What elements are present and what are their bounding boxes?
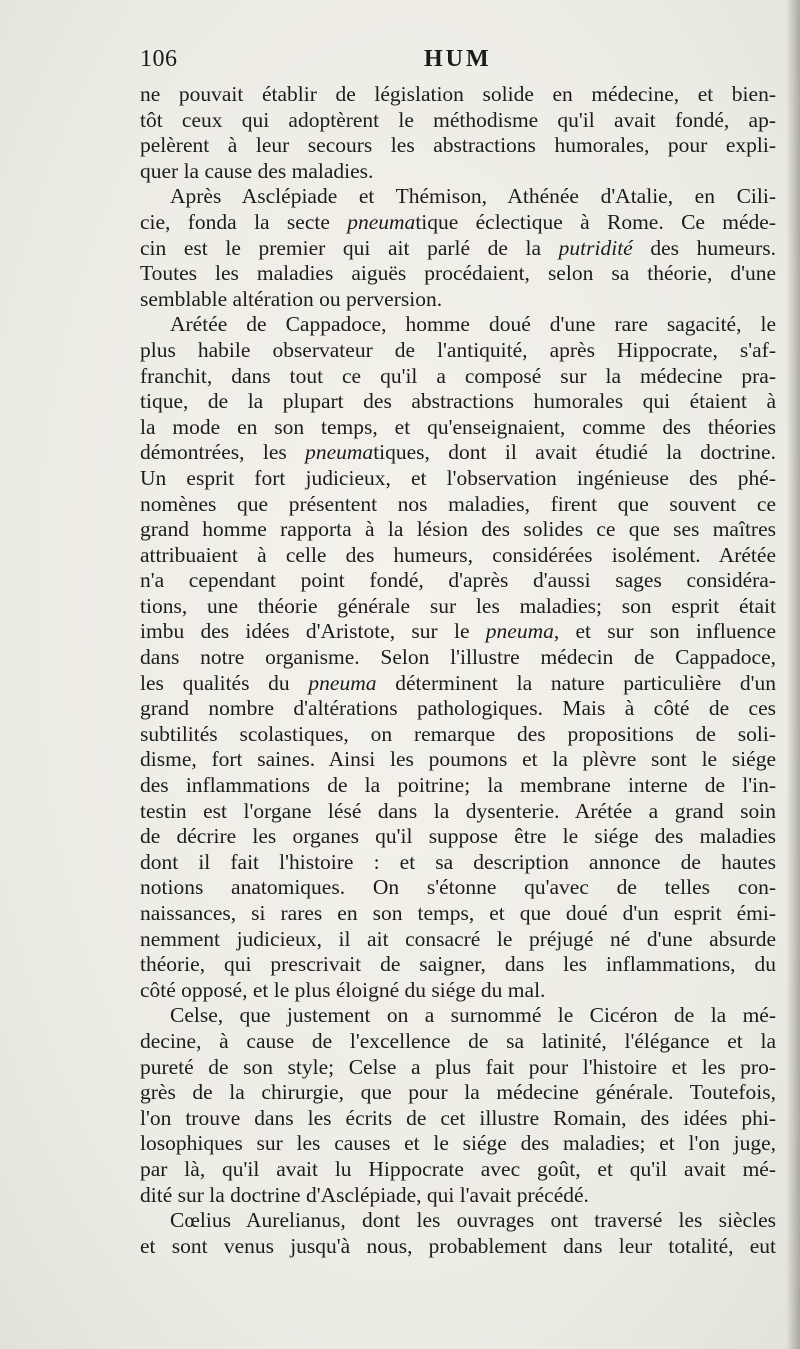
text-line: Celse, que justement on a surnommé le Cicéron de la mé- <box>170 1003 776 1028</box>
text-line: Cœlius Aurelianus, dont les ouvrages ont traversé les siècles <box>170 1208 776 1233</box>
text-line: l'on trouve dans les écrits de cet illustre Romain, des idées phi- <box>140 1105 776 1130</box>
text-line: Un esprit fort judicieux, et l'observation ingénieuse des phé- <box>140 465 776 490</box>
text-line: subtilités scolastiques, on remarque des propositions de soli- <box>140 721 776 746</box>
text-line: cin est le premier qui ait parlé de la putridité des humeurs. <box>140 235 776 260</box>
paragraph <box>140 82 776 184</box>
text-line: pelèrent à leur secours les abstractions humorales, pour expli- <box>140 133 776 158</box>
text-line: tôt ceux qui adoptèrent le méthodisme qu'il avait fondé, ap- <box>140 107 776 132</box>
text-line: par là, qu'il avait lu Hippocrate avec goût, et qu'il avait mé- <box>140 1156 776 1181</box>
text-line: dont il fait l'histoire : et sa description annonce de hautes <box>140 849 776 874</box>
page-number: 106 <box>140 46 178 72</box>
text-line: théorie, qui prescrivait de saigner, dans les inflammations, du <box>140 952 776 977</box>
text-line: grès de la chirurgie, que pour la médecine générale. Toutefois, <box>140 1080 776 1105</box>
paragraph <box>140 1208 776 1259</box>
paragraph <box>140 184 776 312</box>
page-edge-shadow <box>786 0 800 1349</box>
running-head: HUM <box>424 46 492 72</box>
italic-term: putridité <box>558 235 633 260</box>
text-line: Toutes les maladies aiguës procédaient, selon sa théorie, d'une <box>140 261 776 286</box>
text-line: des inflammations de la poitrine; la membrane interne de l'in- <box>140 773 776 798</box>
text-line: quer la cause des maladies. <box>140 158 374 183</box>
italic-term: pneuma <box>308 670 377 695</box>
text-line: côté opposé, et le plus éloigné du siége du mal. <box>140 977 546 1002</box>
text-line: Arétée de Cappadoce, homme doué d'une rare sagacité, le <box>170 312 776 337</box>
text-line: ne pouvait établir de législation solide en médecine, et bien- <box>140 82 776 106</box>
italic-term: pneuma <box>305 440 374 465</box>
text-line: tique, de la plupart des abstractions humorales qui étaient à <box>140 389 776 414</box>
text-line: franchit, dans tout ce qu'il a composé sur la médecine pra- <box>140 363 776 388</box>
text-line: de décrire les organes qu'il suppose être le siége des maladies <box>140 824 776 849</box>
text-line: dans notre organisme. Selon l'illustre médecin de Cappadoce, <box>140 645 776 670</box>
text-line: attribuaient à celle des humeurs, considérées isolément. Arétée <box>140 542 776 567</box>
text-line: tions, une théorie générale sur les maladies; son esprit était <box>140 593 776 618</box>
italic-term: pneuma <box>347 209 416 234</box>
text-line: semblable altération ou perversion. <box>140 286 443 311</box>
text-line: démontrées, les pneumatiques, dont il avait étudié la doctrine. <box>140 440 776 465</box>
text-line: dité sur la doctrine d'Asclépiade, qui l'avait précédé. <box>140 1182 589 1207</box>
paragraph <box>140 312 776 1003</box>
text-line: cie, fonda la secte pneumatique éclectique à Rome. Ce méde- <box>140 209 777 234</box>
text-line: nomènes que présentent nos maladies, firent que souvent ce <box>140 491 776 516</box>
text-line: n'a cependant point fondé, d'après d'aussi sages considéra- <box>140 568 776 593</box>
text-line: plus habile observateur de l'antiquité, après Hippocrate, s'af- <box>140 337 776 362</box>
text-line: losophiques sur les causes et le siége des maladies; et l'on juge, <box>140 1131 776 1156</box>
text-line: nemment judicieux, il ait consacré le préjugé né d'une absurde <box>140 926 776 951</box>
body-text <box>140 82 776 1259</box>
text-line: testin est l'organe lésé dans la dysenterie. Arétée a grand soin <box>140 798 776 823</box>
text-line: decine, à cause de l'excellence de sa latinité, l'élégance et la <box>140 1028 776 1053</box>
text-line: notions anatomiques. On s'étonne qu'avec de telles con- <box>140 875 776 900</box>
paragraph <box>140 1003 776 1208</box>
text-line: la mode en son temps, et qu'enseignaient, comme des théories <box>140 414 776 439</box>
text-line: naissances, si rares en son temps, et que doué d'un esprit émi- <box>140 901 776 925</box>
italic-term: pneuma <box>485 619 554 644</box>
text-line: Après Asclépiade et Thémison, Athénée d'Atalie, en Cili- <box>170 184 776 209</box>
text-line: grand nombre d'altérations pathologiques. Mais à côté de ces <box>140 696 776 721</box>
text-line: disme, fort saines. Ainsi les poumons et la plèvre sont le siége <box>140 747 776 772</box>
text-line: pureté de son style; Celse a plus fait pour l'histoire et les pro- <box>140 1054 776 1079</box>
text-line: les qualités du pneuma déterminent la nature particulière d'un <box>140 670 776 695</box>
text-line: et sont venus jusqu'à nous, probablement dans leur totalité, eut <box>140 1233 776 1258</box>
page-header <box>140 46 776 80</box>
text-line: imbu des idées d'Aristote, sur le pneuma, et sur son influence <box>140 619 776 644</box>
text-line: grand homme rapporta à la lésion des solides ce que ses maîtres <box>140 517 776 542</box>
